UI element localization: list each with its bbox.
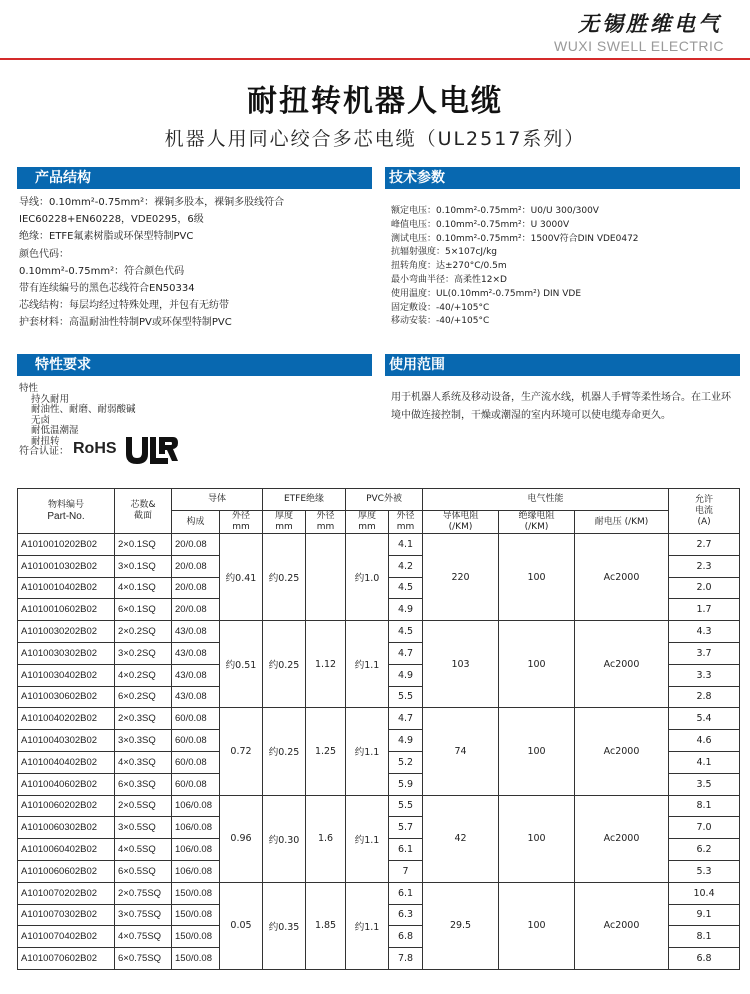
feature-item: 耐低温潮湿 [31, 425, 79, 436]
cell-cores-section: 2×0.1SQ [115, 534, 172, 556]
cell-part-no: A1010040602B02 [18, 773, 115, 795]
feature-item: 耐油性、耐磨、耐弱酸碱 [31, 404, 136, 415]
th-part-no-en: Part-No. [47, 511, 85, 522]
cell-cores-section: 6×0.5SQ [115, 860, 172, 882]
th-pvc: PVC外被 [346, 489, 423, 511]
brand-name-cn: 无锡胜维电气 [578, 11, 722, 36]
tech-line: 扭转角度：达±270°C/0.5m [391, 261, 507, 272]
cell-cores-section: 3×0.5SQ [115, 817, 172, 839]
cell-etfe-thickness: 约0.35 [263, 882, 306, 969]
section-bar-structure [17, 167, 372, 189]
cell-structure: 20/0.08 [172, 534, 220, 556]
th-part-no-cn: 物料编号 [47, 500, 84, 510]
cell-pvc-od: 6.8 [389, 926, 423, 948]
cell-pvc-od: 6.3 [389, 904, 423, 926]
cell-etfe-thickness: 约0.25 [263, 621, 306, 708]
cell-cores-section: 6×0.1SQ [115, 599, 172, 621]
cell-current: 7.0 [669, 817, 740, 839]
th-cores-line1: 芯数& [130, 500, 156, 510]
cell-pvc-thickness: 约1.1 [346, 795, 389, 882]
cell-cores-section: 4×0.2SQ [115, 664, 172, 686]
cell-cores-section: 3×0.75SQ [115, 904, 172, 926]
cell-resistance: 42 [423, 795, 499, 882]
cell-conductor-od: 0.96 [220, 795, 263, 882]
cell-current: 8.1 [669, 926, 740, 948]
cell-part-no: A1010030602B02 [18, 686, 115, 708]
tech-line: 使用温度：UL(0.10mm²-0.75mm²) DIN VDE [391, 288, 582, 299]
certification-row [19, 432, 179, 466]
th-etfe-thk [263, 511, 306, 534]
th-insulation [499, 511, 575, 534]
cell-part-no: A1010010302B02 [18, 555, 115, 577]
cell-cores-section: 2×0.75SQ [115, 882, 172, 904]
cell-current: 2.0 [669, 577, 740, 599]
header-divider [0, 58, 750, 60]
cell-pvc-od: 5.7 [389, 817, 423, 839]
cell-cores-section: 3×0.3SQ [115, 730, 172, 752]
cell-pvc-od: 4.1 [389, 534, 423, 556]
cell-part-no: A1010010602B02 [18, 599, 115, 621]
th-pvc-thk-unit: mm [358, 522, 376, 532]
cell-pvc-thickness: 约1.1 [346, 708, 389, 795]
cell-pvc-thickness: 约1.1 [346, 621, 389, 708]
cell-insulation: 100 [499, 795, 575, 882]
cell-insulation: 100 [499, 708, 575, 795]
cell-cores-section: 2×0.2SQ [115, 621, 172, 643]
cell-cores-section: 2×0.5SQ [115, 795, 172, 817]
cell-etfe-thickness: 约0.30 [263, 795, 306, 882]
cell-voltage: Ac2000 [575, 621, 669, 708]
cell-current: 3.5 [669, 773, 740, 795]
brand-name-en: WUXI SWELL ELECTRIC [553, 38, 724, 54]
cell-structure: 150/0.08 [172, 948, 220, 970]
th-electrical: 电气性能 [423, 489, 669, 511]
cell-etfe-od: 1.25 [306, 708, 346, 795]
cell-current: 5.3 [669, 860, 740, 882]
structure-line: 导线：0.10mm²-0.75mm²：裸铜多股本，裸铜多股线符合 [19, 197, 285, 208]
th-cores [115, 489, 172, 534]
th-structure: 构成 [172, 511, 220, 534]
th-pvc-od [389, 511, 423, 534]
th-part-no [18, 489, 115, 534]
tech-line: 固定敷设：-40/+105°C [391, 302, 490, 313]
cell-etfe-od: 1.85 [306, 882, 346, 969]
tech-line: 测试电压：0.10mm²-0.75mm²：1500V符合DIN VDE0472 [391, 233, 639, 244]
cell-part-no: A1010070202B02 [18, 882, 115, 904]
cell-pvc-thickness: 约1.0 [346, 534, 389, 621]
cell-cores-section: 6×0.75SQ [115, 948, 172, 970]
th-etfe-thk-unit: mm [275, 522, 293, 532]
feature-item: 耐扭转 [31, 435, 60, 447]
cell-structure: 150/0.08 [172, 882, 220, 904]
cell-current: 8.1 [669, 795, 740, 817]
cell-pvc-od: 5.9 [389, 773, 423, 795]
cell-part-no: A1010070402B02 [18, 926, 115, 948]
cell-pvc-od: 5.5 [389, 686, 423, 708]
cell-cores-section: 6×0.3SQ [115, 773, 172, 795]
cell-etfe-od: 1.6 [306, 795, 346, 882]
cell-etfe-thickness: 约0.25 [263, 708, 306, 795]
cell-part-no: A1010010202B02 [18, 534, 115, 556]
cell-part-no: A1010060302B02 [18, 817, 115, 839]
cell-structure: 43/0.08 [172, 621, 220, 643]
cell-etfe-od [306, 534, 346, 621]
cell-insulation: 100 [499, 534, 575, 621]
table-row [18, 882, 740, 904]
th-current-line1: 允许 [695, 494, 714, 505]
cell-pvc-od: 4.9 [389, 599, 423, 621]
cell-structure: 43/0.08 [172, 642, 220, 664]
th-resistance-unit: (/KM) [448, 522, 473, 532]
cell-part-no: A1010040202B02 [18, 708, 115, 730]
cell-etfe-od: 1.12 [306, 621, 346, 708]
cell-current: 2.7 [669, 534, 740, 556]
cell-cores-section: 4×0.5SQ [115, 839, 172, 861]
th-cond-od-label: 外径 [232, 511, 251, 521]
cell-pvc-od: 6.1 [389, 882, 423, 904]
cell-current: 3.3 [669, 664, 740, 686]
structure-text [19, 194, 284, 332]
tech-text [391, 205, 639, 329]
ul-recognized-icon [123, 433, 179, 465]
section-title-tech: 技术参数 [389, 170, 445, 186]
cell-pvc-od: 4.2 [389, 555, 423, 577]
cell-pvc-thickness: 约1.1 [346, 882, 389, 969]
cell-current: 10.4 [669, 882, 740, 904]
tech-line: 额定电压：0.10mm²-0.75mm²：U0/U 300/300V [391, 206, 599, 216]
cell-pvc-od: 7.8 [389, 948, 423, 970]
cell-pvc-od: 5.2 [389, 751, 423, 773]
cell-cores-section: 3×0.1SQ [115, 555, 172, 577]
cell-structure: 150/0.08 [172, 904, 220, 926]
feature-item: 无卤 [31, 414, 51, 426]
cell-pvc-od: 4.9 [389, 730, 423, 752]
cell-structure: 20/0.08 [172, 577, 220, 599]
section-title-features: 特性要求 [35, 357, 91, 373]
rohs-mark: RoHS [73, 440, 117, 457]
structure-line: 0.10mm²-0.75mm²：符合颜色代码 [19, 265, 185, 277]
th-etfe-od-label: 外径 [316, 511, 335, 521]
cell-pvc-od: 5.5 [389, 795, 423, 817]
th-etfe-thk-label: 厚度 [275, 511, 294, 521]
spec-table [17, 488, 740, 970]
cell-current: 4.3 [669, 621, 740, 643]
cell-structure: 20/0.08 [172, 555, 220, 577]
structure-line: 护套材料：高温耐油性特制PV或环保型特制PVC [19, 317, 232, 329]
cell-pvc-od: 6.1 [389, 839, 423, 861]
cell-insulation: 100 [499, 882, 575, 969]
th-current-line2: 电流 [695, 505, 714, 516]
structure-line: 芯线结构：每层均经过特殊处理，并包有无纺带 [19, 300, 229, 312]
cell-current: 9.1 [669, 904, 740, 926]
cell-etfe-thickness: 约0.25 [263, 534, 306, 621]
usage-text: 用于机器人系统及移动设备，生产流水线，机器人手臂等柔性场合。在工业环境中做连接控制，干燥或潮湿的室内环境可以使电缆寿命更久。 [391, 392, 731, 421]
structure-line: 绝缘：ETFE氟素树脂或环保型特制PVC [19, 231, 194, 243]
cell-conductor-od: 0.72 [220, 708, 263, 795]
tech-line: 峰值电压：0.10mm²-0.75mm²：U 3000V [391, 219, 570, 230]
cell-current: 2.8 [669, 686, 740, 708]
th-pvc-od-label: 外径 [396, 511, 415, 521]
cell-current: 2.3 [669, 555, 740, 577]
cell-cores-section: 4×0.1SQ [115, 577, 172, 599]
th-voltage: 耐电压 (/KM) [575, 511, 669, 534]
cell-resistance: 220 [423, 534, 499, 621]
th-cond-od [220, 511, 263, 534]
cell-structure: 106/0.08 [172, 839, 220, 861]
th-insulation-unit: (/KM) [524, 522, 549, 532]
th-etfe-od [306, 511, 346, 534]
cell-part-no: A1010070602B02 [18, 948, 115, 970]
table-row [18, 708, 740, 730]
section-bar-features [17, 354, 372, 376]
cell-part-no: A1010030202B02 [18, 621, 115, 643]
section-bar-usage [385, 354, 740, 376]
cell-part-no: A1010010402B02 [18, 577, 115, 599]
cell-structure: 60/0.08 [172, 708, 220, 730]
th-resistance-label: 导体电阻 [442, 511, 479, 521]
spec-table-body [18, 534, 740, 970]
cell-pvc-od: 4.9 [389, 664, 423, 686]
cell-conductor-od: 0.05 [220, 882, 263, 969]
features-heading: 特性 [19, 383, 39, 394]
structure-line: IEC60228+EN60228，VDE0295，6级 [19, 214, 204, 226]
structure-line: 带有连续编号的黑色芯线符合EN50334 [19, 283, 195, 295]
cell-part-no: A1010060402B02 [18, 839, 115, 861]
section-title-structure: 产品结构 [35, 170, 91, 186]
cell-part-no: A1010060602B02 [18, 860, 115, 882]
cell-cores-section: 3×0.2SQ [115, 642, 172, 664]
cert-label: 符合认证： [19, 445, 69, 457]
cell-resistance: 74 [423, 708, 499, 795]
feature-item: 持久耐用 [31, 393, 70, 405]
cell-part-no: A1010070302B02 [18, 904, 115, 926]
table-row [18, 534, 740, 556]
th-conductor: 导体 [172, 489, 263, 511]
cell-conductor-od: 约0.51 [220, 621, 263, 708]
cell-pvc-od: 4.5 [389, 577, 423, 599]
cell-current: 3.7 [669, 642, 740, 664]
cell-structure: 60/0.08 [172, 730, 220, 752]
cell-cores-section: 2×0.3SQ [115, 708, 172, 730]
cell-voltage: Ac2000 [575, 708, 669, 795]
table-row [18, 795, 740, 817]
tech-line: 抗辐射强度：5×107cJ/kg [391, 247, 498, 258]
cell-voltage: Ac2000 [575, 534, 669, 621]
th-etfe-od-unit: mm [316, 522, 335, 532]
cell-pvc-od: 7 [389, 860, 423, 882]
th-pvc-od-unit: mm [396, 522, 415, 532]
th-cond-od-unit: mm [232, 522, 250, 532]
tech-line: 最小弯曲半径：高柔性12×D [391, 274, 507, 285]
cell-current: 1.7 [669, 599, 740, 621]
th-pvc-thk [346, 511, 389, 534]
cell-structure: 60/0.08 [172, 773, 220, 795]
cell-resistance: 103 [423, 621, 499, 708]
cell-current: 4.1 [669, 751, 740, 773]
section-bar-tech [385, 167, 740, 189]
cell-current: 5.4 [669, 708, 740, 730]
page-subtitle: 机器人用同心绞合多芯电缆（UL2517系列） [164, 128, 586, 150]
section-title-usage: 使用范围 [389, 357, 445, 373]
table-row [18, 621, 740, 643]
cell-structure: 106/0.08 [172, 817, 220, 839]
cell-structure: 106/0.08 [172, 795, 220, 817]
cell-structure: 106/0.08 [172, 860, 220, 882]
th-cores-line2: 截面 [133, 511, 152, 521]
cell-current: 4.6 [669, 730, 740, 752]
cell-voltage: Ac2000 [575, 795, 669, 882]
cell-structure: 150/0.08 [172, 926, 220, 948]
cell-current: 6.2 [669, 839, 740, 861]
th-resistance [423, 511, 499, 534]
cell-voltage: Ac2000 [575, 882, 669, 969]
cell-pvc-od: 4.7 [389, 642, 423, 664]
cell-structure: 20/0.08 [172, 599, 220, 621]
cell-part-no: A1010030302B02 [18, 642, 115, 664]
cell-part-no: A1010060202B02 [18, 795, 115, 817]
cell-pvc-od: 4.5 [389, 621, 423, 643]
cell-cores-section: 4×0.3SQ [115, 751, 172, 773]
tech-line: 移动安装：-40/+105°C [391, 316, 490, 327]
cell-resistance: 29.5 [423, 882, 499, 969]
th-insulation-label: 绝缘电阻 [518, 511, 555, 521]
cell-structure: 43/0.08 [172, 664, 220, 686]
structure-line: 颜色代码： [19, 248, 69, 260]
th-pvc-thk-label: 厚度 [358, 511, 377, 521]
cell-part-no: A1010030402B02 [18, 664, 115, 686]
th-current [669, 489, 740, 534]
cell-part-no: A1010040402B02 [18, 751, 115, 773]
cell-conductor-od: 约0.41 [220, 534, 263, 621]
th-current-unit: (A) [697, 516, 711, 527]
cell-cores-section: 6×0.2SQ [115, 686, 172, 708]
cell-insulation: 100 [499, 621, 575, 708]
cell-current: 6.8 [669, 948, 740, 970]
page-title: 耐扭转机器人电缆 [247, 84, 503, 119]
cell-pvc-od: 4.7 [389, 708, 423, 730]
cell-cores-section: 4×0.75SQ [115, 926, 172, 948]
cell-structure: 43/0.08 [172, 686, 220, 708]
cell-structure: 60/0.08 [172, 751, 220, 773]
cell-part-no: A1010040302B02 [18, 730, 115, 752]
th-etfe: ETFE绝缘 [263, 489, 346, 511]
